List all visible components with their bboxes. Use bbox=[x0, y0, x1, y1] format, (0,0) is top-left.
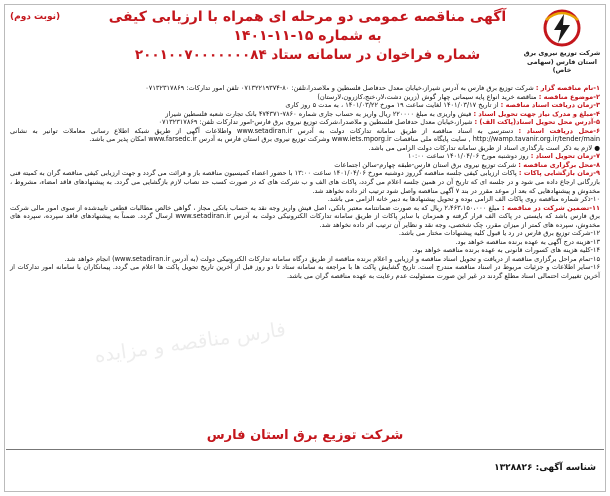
notice-item-text: شرکت توزیع برق فارس به آدرس شیراز،خیابان معدل حدفاصل فلسطین و ملاصدرا،تلفن: ۸۰-۰۷۱۳۲۲۱۹۳۷۴ تلفن امور تدارکات: ۰۷۱۳۲۳۱۷۸۶۹ bbox=[145, 84, 534, 92]
notice-item-text: شرکت توزیع نیروی برق استان فارس-طبقه چهارم-سالن اجتماعات bbox=[334, 160, 517, 169]
notice-item bbox=[10, 169, 600, 195]
notice-item-text: ۱۲-شرکت توزیع برق فارس در رد یا قبول کلیه پیشنهادات مختار می باشد. bbox=[398, 229, 600, 238]
notice-item bbox=[10, 204, 600, 230]
notice-item-label: ۳-زمان دریافت اسناد مناقصه : bbox=[500, 101, 600, 110]
lightning-logo-icon bbox=[540, 8, 584, 48]
notice-item-text: ۱۳-هزینه درج آگهی به عهده برنده مناقصه خواهد بود. bbox=[455, 237, 600, 246]
notice-header bbox=[0, 6, 610, 84]
notice-item-text: فیش واریزی به مبلغ ۲۲۰۰۰۰ ریال واریز به حساب جاری شماره ۷۸۶۰-۴۷۴۳۷۱ بانک تجارت شعبه فلسطین شیراز bbox=[165, 109, 472, 118]
notice-item-label: ۷-زمان تحویل اسناد : bbox=[530, 152, 600, 161]
notice-item bbox=[10, 161, 600, 170]
issuer-name: شرکت توزیع برق استان فارس bbox=[206, 428, 404, 443]
notice-item-text: ● لازم به ذکر است بارگذاری اسناد از طریق سامانه تدارکات دولت الزامی می باشد. bbox=[368, 143, 600, 152]
notice-item bbox=[10, 110, 600, 119]
notice-title: آگهی مناقصه عمومی دو مرحله ای همراه با ارزیابی کیفی bbox=[108, 9, 507, 25]
notice-item bbox=[10, 93, 600, 102]
notice-item-text: دسترسی به اسناد مناقصه از طریق سامانه تدارکات دولت به آدرس www.setadiran.ir واطلاعات آگهی از طریق شبکه اطلاع رسانی معاملات توانیر به نشانی http://wamp.tavanir.org.ir/tender/main , سایت پایگاه ملی مناقصات www.iets.mporg.ir وشرکت توزیع نیروی برق استان فارس به آدرس www.farsedc.ir امکان پذیر می باشد. bbox=[10, 126, 600, 144]
notice-item bbox=[10, 84, 600, 93]
notice-title-block bbox=[100, 8, 515, 65]
notice-item bbox=[10, 246, 600, 255]
notice-item-text: شیراز،خیابان معدل حدفاصل فلسطین و ملاصدرا،شرکت توزیع نیروی برق فارس-امور تدارکات تلفن: ۰۷۱۳۲۳۱۷۸۶۹ bbox=[158, 118, 473, 127]
notice-item-text: روز دوشنبه مورخ ۱۴۰۱/۰۴/۰۶ ساعت ۱۰:۰۰ bbox=[407, 152, 529, 161]
notice-item-label: ۱۱-تضمین شرکت در مناقصه : bbox=[501, 203, 600, 212]
notice-item-text: مناقصه خرید انواع پایه سیمانی چهار گوش (زرین دشت،لار،خنج،کازرون،لارستان) bbox=[317, 92, 537, 101]
notice-item-label: ۱-نام مناقصه گزار : bbox=[535, 84, 600, 92]
notice-body bbox=[10, 84, 600, 281]
notice-item bbox=[10, 195, 600, 204]
company-logo bbox=[522, 8, 602, 74]
notice-item-text: مبلغ ۲،۴۶۳،۱۵۰،۰۰۰ ریال که به صورت ضمانتنامه معتبر بانکی، اصل فیش واریز وجه نقد به حساب بانکی مجاز ، گواهی خالص مطالبات قطعی تاییدشده از سوی امور مالی شرکت برق فارس باشد که بایستی در پاکت الف قرار گرفته و همزمان با سایر پاکات از طریق سامانه تدارکات الکترونیکی دولت به آدرس www.setadiran.ir ارسال گردد. ضمناً به پیشنهادهای فاقد سپرده، سپرده های مخدوش، سپرده های کمتر از میزان مقرر، چک شخصی، وجه نقد و نظایر آن ترتیب اثر داده نخواهد شد. bbox=[10, 203, 600, 229]
notice-item-label: ۸-محل برگزاری مناقصه : bbox=[518, 160, 600, 169]
notice-item-label: ۴-مبلغ و مدرک نیاز جهت تحویل اسناد : bbox=[473, 109, 600, 118]
notice-item-text: ۱۶-سایر اطلاعات و جزئیات مربوط در اسناد مناقصه مندرج است. تاریخ گشایش پاکت ها با مراجعه به سامانه ستاد تا دو روز قبل از آخرین تاریخ تحویل پاکت ها اعلام می گردد. پیمانکاران با سامانه امور تدارکات از آخرین تغییرات احتمالی اسناد مطلع گردند در غیر این صورت مسئولیت عدم رعایت به عهده مناقصه گران می باشد. bbox=[10, 263, 600, 281]
notice-item bbox=[10, 127, 600, 144]
notice-item-text: پاکات ارزیابی کیفی جلسه مناقصه گرروز دوشنبه مورخ ۱۴۰۱/۰۴/۰۶ ساعت ۱۳:۰۰ با حضور اعضاء کمیسیون مناقصه باز و قرائت می گردد و جهت ارزیابی کیفی مناقصه گران به کمیته فنی بازرگانی ارجاع داده می شود و در جلسه ای که تاریخ آن در همین جلسه اعلام می گردد، پاکات های الف و ب شرکت های که در صورت کسب حد نصاب لازم بازگشایی می گردد. به پیشنهادهای فاقد امضاء، مشروط ، مخدوش و پیشنهادهایی که بعد از موعد مقرر در بند ۷ آگهی مناقصه واصل شود ترتیب اثر داده نخواهد شد. bbox=[10, 169, 600, 195]
notice-item-text: از تاریخ ۱۴۰۱/۰۳/۱۷ لغایت ساعت ۱۹ مورخ ۱۴۰۱/۰۳/۲۲ ، به مدت ۵ روز کاری bbox=[285, 101, 499, 110]
notice-item bbox=[10, 152, 600, 161]
notice-item-label: ۵-آدرس محل تحویل اسناد(پاکت الف) : bbox=[474, 118, 600, 127]
round-badge: (نوبت دوم) bbox=[10, 12, 61, 22]
bottom-divider bbox=[6, 449, 604, 450]
notice-item bbox=[10, 144, 600, 153]
notice-item bbox=[10, 118, 600, 127]
notice-item-text: ۱۴-کلیه هزینه های کسورات قانونی به عهده برنده مناقصه خواهد بود. bbox=[412, 246, 600, 255]
notice-item bbox=[10, 238, 600, 247]
logo-caption-line2: استان فارس (سهامی خاص) bbox=[527, 58, 597, 74]
notice-identifier: شناسه آگهی: ۱۳۲۸۸۲۶ bbox=[494, 463, 596, 473]
notice-item-label: ۹-زمان بازگشایی پاکات : bbox=[518, 169, 600, 178]
notice-item bbox=[10, 101, 600, 110]
notice-item bbox=[10, 263, 600, 280]
notice-number: به شماره ۱۵-۱۱-۱۴۰۱ bbox=[233, 28, 382, 44]
notice-item bbox=[10, 229, 600, 238]
notice-item-text: ۱۰-ذکر شماره مناقصه روی پاکات الف الزامی بوده و تحویل پیشنهادها به دبیر خانه الزامی می باشد. bbox=[327, 195, 600, 204]
logo-caption-line1: شرکت توزیع نیروی برق bbox=[523, 49, 601, 57]
notice-item-label: ۶-محل دریافت اسناد : bbox=[518, 126, 600, 135]
setad-call-number: شماره فراخوان در سامانه ستاد ۲۰۰۱۰۰۷۰۰۰۰۰۰۰۸۴ bbox=[134, 47, 481, 63]
watermark-text: فارس مناقصه و مزایده bbox=[92, 316, 288, 368]
notice-item-text: ۱۵-تمام مراحل برگزاری مناقصه از دریافت و تحویل اسناد مناقصه و ارزیابی و اعلام برنده مناقصه از طریق درگاه سامانه تدارکات الکترونیکی دولت (به آدرس www.setadiran.ir) انجام خواهد شد. bbox=[64, 254, 600, 263]
notice-item-label: ۲-موضوع مناقصه : bbox=[538, 92, 600, 101]
